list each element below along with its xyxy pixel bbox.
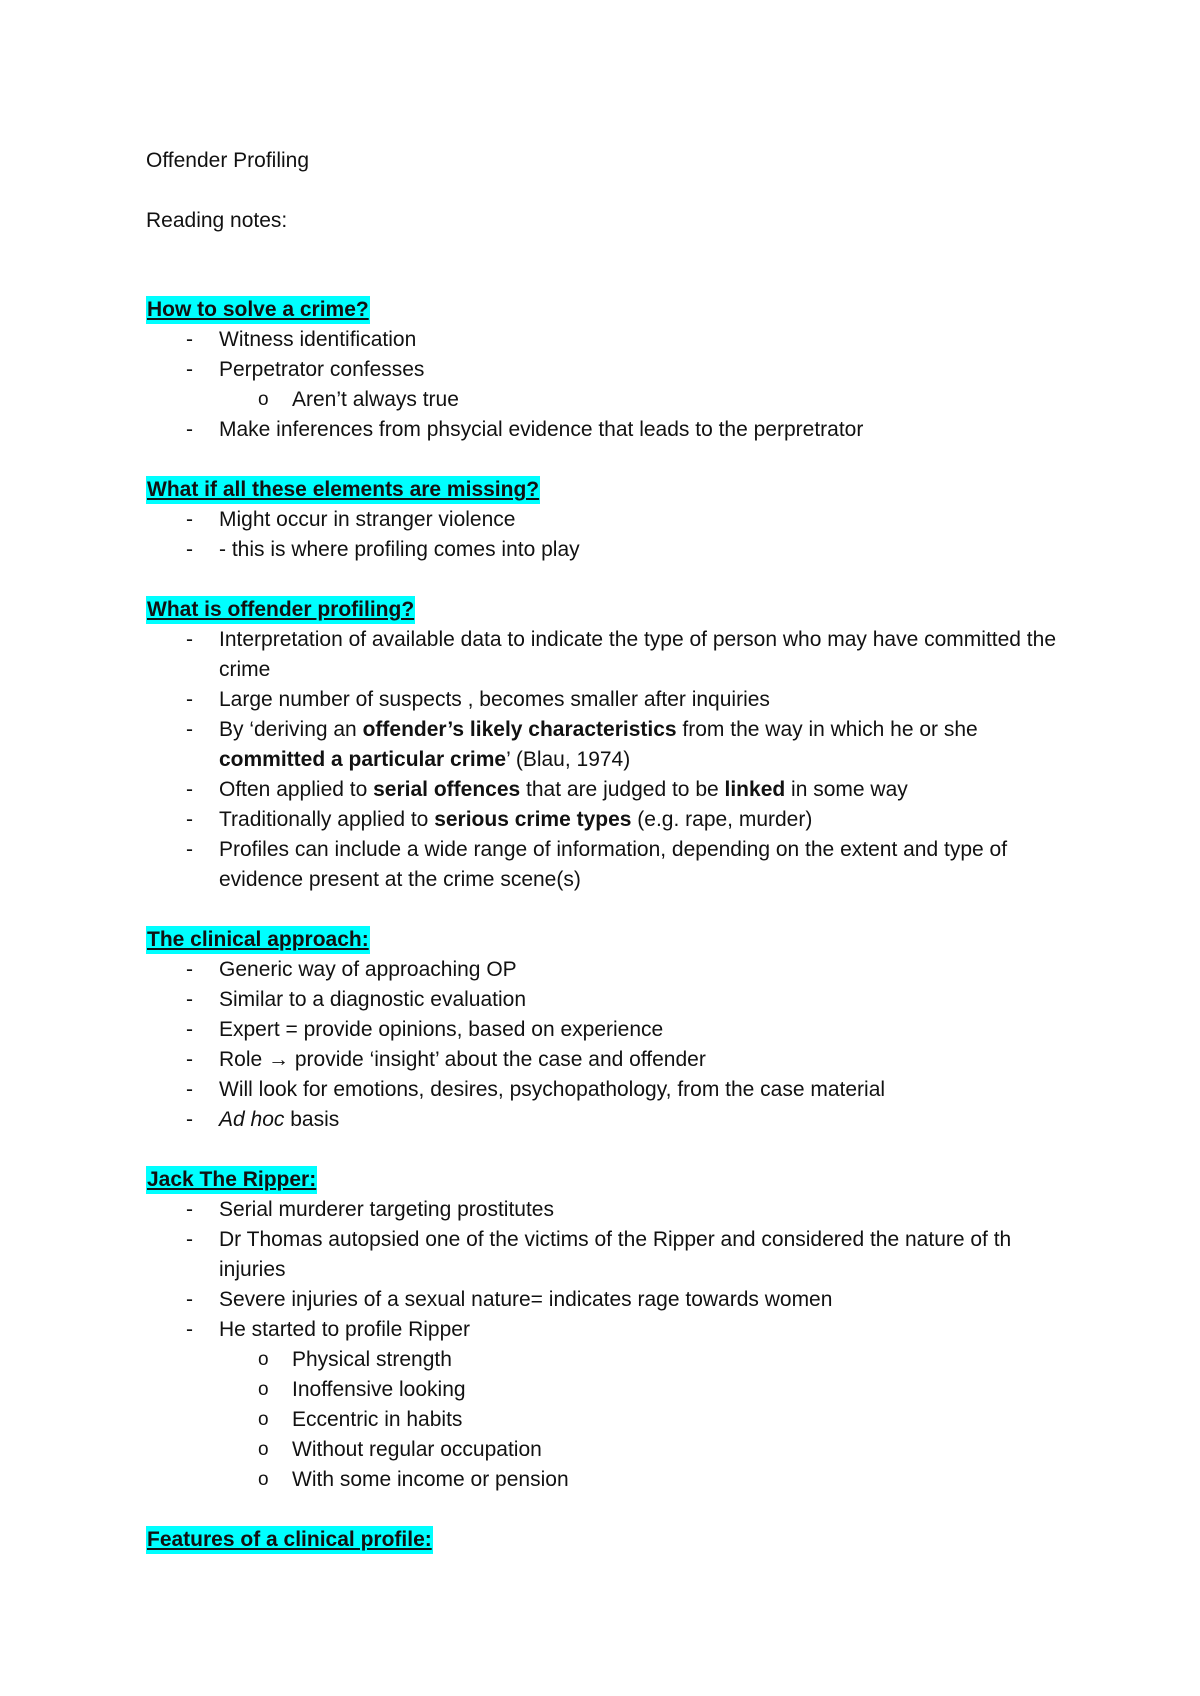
dash-marker: - (186, 508, 193, 531)
dash-marker: - (186, 958, 193, 981)
list-item (146, 835, 1060, 895)
sub-list (146, 1345, 1060, 1495)
list-item (146, 1015, 1060, 1045)
dash-marker: - (186, 358, 193, 381)
bullet-list (146, 955, 1060, 1135)
sub-list-item-text: Physical strength (292, 1348, 452, 1371)
list-item (146, 415, 1060, 445)
italic-text-run: Ad hoc (219, 1108, 285, 1131)
sub-list (146, 385, 1060, 415)
right-arrow-icon: → (268, 1048, 290, 1071)
bullet-list (146, 505, 1060, 565)
circle-bullet-icon: o (258, 1409, 269, 1430)
list-item-text: Expert = provide opinions, based on experience (219, 1018, 664, 1041)
sub-list-item (146, 385, 1060, 415)
text-run: (e.g. rape, murder) (631, 808, 813, 831)
list-item (146, 1045, 1060, 1075)
section-jack-the-ripper (146, 1165, 1060, 1495)
dash-marker: - (186, 418, 193, 441)
section-heading: Jack The Ripper: (146, 1166, 317, 1194)
list-item-text: Serial murderer targeting prostitutes (219, 1198, 554, 1221)
document-title: Offender Profiling (146, 149, 310, 172)
list-item (146, 685, 1060, 715)
list-item (146, 535, 1060, 565)
section-heading: How to solve a crime? (146, 296, 370, 324)
dash-marker: - (186, 1018, 193, 1041)
list-item-text: Severe injuries of a sexual nature= indicates rage towards women (219, 1288, 833, 1311)
list-item-text: Interpretation of available data to indicate the type of person who may have committed the crime (219, 628, 1056, 681)
text-run: Role (219, 1048, 269, 1071)
text-run: ’ (Blau, 1974) (506, 748, 631, 771)
list-item (146, 955, 1060, 985)
list-item-text: Large number of suspects , becomes smaller after inquiries (219, 688, 770, 711)
circle-bullet-icon: o (258, 1349, 269, 1370)
section-clinical-approach (146, 925, 1060, 1135)
text-run: Traditionally applied to (219, 808, 435, 831)
dash-marker: - (186, 688, 193, 711)
bold-text-run: serious crime types (434, 808, 632, 831)
text-run: from the way in which he or she (676, 718, 978, 741)
section-what-is-op (146, 595, 1060, 895)
dash-marker: - (186, 718, 193, 741)
dash-marker: - (186, 1108, 193, 1131)
circle-bullet-icon: o (258, 1439, 269, 1460)
dash-marker: - (186, 1078, 193, 1101)
list-item (146, 355, 1060, 415)
list-item (146, 1285, 1060, 1315)
list-item (146, 1105, 1060, 1135)
dash-marker: - (186, 1288, 193, 1311)
bullet-list (146, 1195, 1060, 1495)
text-run: By ‘deriving an (219, 718, 363, 741)
circle-bullet-icon: o (258, 389, 269, 410)
sub-list-item-text: With some income or pension (292, 1468, 569, 1491)
list-item (146, 985, 1060, 1015)
circle-bullet-icon: o (258, 1469, 269, 1490)
list-item-text: Generic way of approaching OP (219, 958, 517, 981)
list-item (146, 325, 1060, 355)
dash-marker: - (186, 1228, 193, 1251)
list-item (146, 805, 1060, 835)
sub-list-item-text: Without regular occupation (292, 1438, 542, 1461)
bold-text-run: offender’s likely characteristics (362, 718, 677, 741)
section-heading: Features of a clinical profile: (146, 1526, 433, 1554)
text-run: basis (284, 1108, 340, 1131)
bold-text-run: committed a particular crime (219, 748, 507, 771)
section-how-to-solve (146, 295, 1060, 445)
text-run: in some way (785, 778, 908, 801)
text-run: Often applied to (219, 778, 374, 801)
dash-marker: - (186, 628, 193, 651)
dash-marker: - (186, 988, 193, 1011)
text-run: provide ‘insight’ about the case and offender (289, 1048, 706, 1071)
sub-list-item (146, 1345, 1060, 1375)
list-item-text: Perpetrator confesses (219, 358, 425, 381)
list-item (146, 1315, 1060, 1495)
dash-marker: - (186, 808, 193, 831)
document-subtitle: Reading notes: (146, 209, 288, 232)
list-item-text: Make inferences from phsycial evidence that leads to the perpretrator (219, 418, 864, 441)
list-item-text: Profiles can include a wide range of information, depending on the extent and type of evidence present at the crime scene(s) (219, 838, 1008, 891)
bold-text-run: serial offences (373, 778, 521, 801)
section-clinical-profile-features (146, 1525, 1060, 1555)
list-item-text: Will look for emotions, desires, psychopathology, from the case material (219, 1078, 886, 1101)
list-item (146, 775, 1060, 805)
bullet-list (146, 625, 1060, 895)
text-run: that are judged to be (520, 778, 725, 801)
list-item-text: Dr Thomas autopsied one of the victims of the Ripper and considered the nature of th injuries (219, 1228, 1012, 1281)
bold-text-run: linked (724, 778, 786, 801)
list-item (146, 1195, 1060, 1225)
sub-list-item (146, 1405, 1060, 1435)
sub-list-item-text: Eccentric in habits (292, 1408, 463, 1431)
sub-list-item (146, 1465, 1060, 1495)
sub-list-item-text: Aren’t always true (292, 388, 459, 411)
section-heading: What is offender profiling? (146, 596, 415, 624)
list-item (146, 715, 1060, 775)
list-item (146, 1225, 1060, 1285)
section-elements-missing (146, 475, 1060, 565)
dash-marker: - (186, 328, 193, 351)
bullet-list (146, 325, 1060, 445)
list-item-text: Similar to a diagnostic evaluation (219, 988, 527, 1011)
dash-marker: - (186, 538, 193, 561)
dash-marker: - (186, 778, 193, 801)
dash-marker: - (186, 1318, 193, 1341)
list-item (146, 1075, 1060, 1105)
dash-marker: - (186, 1048, 193, 1071)
section-heading: What if all these elements are missing? (146, 476, 540, 504)
sub-list-item-text: Inoffensive looking (292, 1378, 466, 1401)
list-item (146, 625, 1060, 685)
list-item (146, 505, 1060, 535)
sub-list-item (146, 1375, 1060, 1405)
list-item-text: Might occur in stranger violence (219, 508, 516, 531)
list-item-text: He started to profile Ripper (219, 1318, 470, 1341)
circle-bullet-icon: o (258, 1379, 269, 1400)
dash-marker: - (186, 838, 193, 861)
list-item-text: - this is where profiling comes into play (219, 538, 580, 561)
sub-list-item (146, 1435, 1060, 1465)
dash-marker: - (186, 1198, 193, 1221)
section-heading: The clinical approach: (146, 926, 370, 954)
list-item-text: Witness identification (219, 328, 417, 351)
